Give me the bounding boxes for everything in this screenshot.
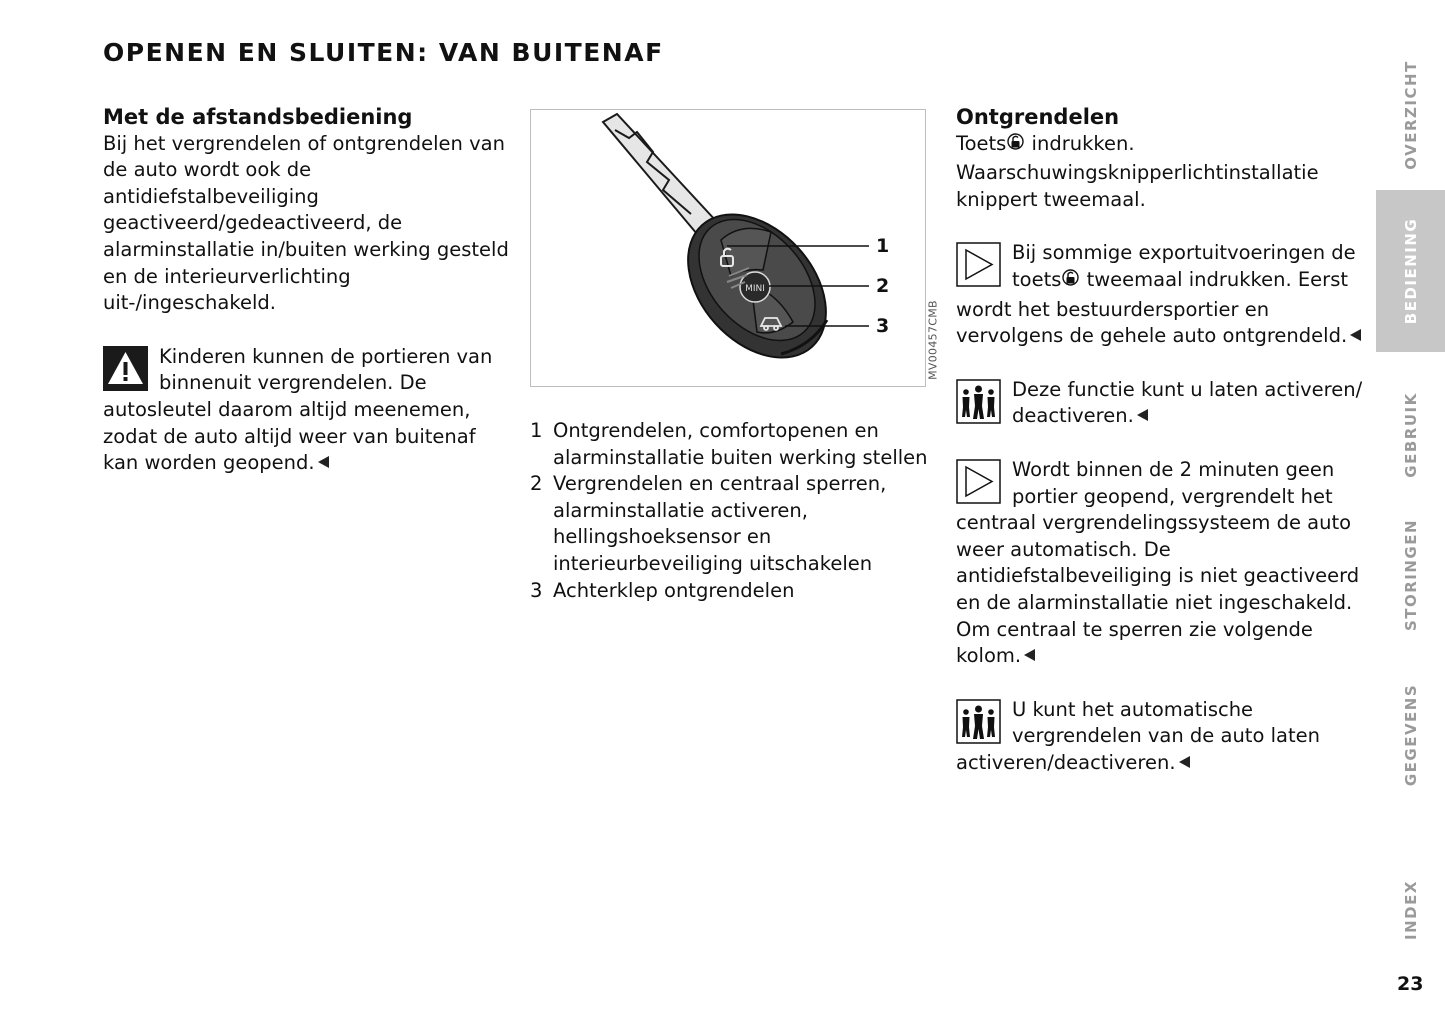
legend-num: 2 bbox=[530, 472, 543, 496]
left-column bbox=[103, 104, 515, 477]
service-note bbox=[956, 377, 1366, 430]
legend-num: 1 bbox=[530, 419, 543, 442]
end-mark-icon bbox=[1137, 409, 1148, 421]
legend-item bbox=[530, 418, 942, 471]
page-number: 23 bbox=[1397, 973, 1424, 995]
export-note bbox=[956, 240, 1366, 349]
figure-code-text: MV00457CMB bbox=[926, 300, 940, 380]
tab-gegevens[interactable] bbox=[1376, 670, 1445, 800]
export-note-text-after: tweemaal indrukken. Eerst wordt het bestuurdersportier en vervolgens de gehele auto ontgrendeld. bbox=[956, 267, 1349, 348]
legend-text: Vergrendelen en centraal sperren, alarminstallatie activeren, hellingshoeksensor en interieurbeveiliging uitschakelen bbox=[553, 472, 887, 575]
section-heading-unlock: Ontgrendelen bbox=[956, 105, 1120, 129]
tab-bediening[interactable] bbox=[1376, 190, 1445, 352]
legend-text: Achterklep ontgrendelen bbox=[553, 578, 795, 602]
service-note-text: Deze functie kunt u laten activeren/ deactiveren. bbox=[1012, 377, 1363, 428]
intro-text-after: indrukken. bbox=[1025, 131, 1135, 155]
unlock-intro-line2: Waarschuwingsknipperlichtinstallatie knippert tweemaal. bbox=[956, 161, 1319, 211]
legend-item bbox=[530, 471, 942, 577]
section-heading-remote: Met de afstandsbediening bbox=[103, 105, 413, 129]
unlock-intro bbox=[956, 131, 1366, 161]
service-people-icon bbox=[956, 699, 1001, 744]
remote-key-illustration bbox=[531, 110, 925, 386]
tab-label: INDEX bbox=[1401, 880, 1420, 940]
tab-label: OVERZICHT bbox=[1401, 60, 1420, 170]
right-column bbox=[956, 104, 1366, 776]
note-arrow-icon bbox=[956, 459, 1001, 504]
end-mark-icon bbox=[318, 456, 329, 468]
legend-num: 3 bbox=[530, 578, 543, 602]
tab-label: BEDIENING bbox=[1401, 217, 1420, 325]
legend-item bbox=[530, 578, 942, 605]
warning-icon bbox=[103, 346, 148, 391]
callout-3: 3 bbox=[876, 315, 890, 337]
warning-note-text: Kinderen kunnen de portieren van binnenuit vergrendelen. De autosleutel daarom altijd meenemen, zodat de auto altijd weer van buitenaf kan worden geopend. bbox=[103, 344, 493, 475]
callout-1: 1 bbox=[876, 235, 890, 257]
tab-gebruik[interactable] bbox=[1376, 370, 1445, 500]
intro-text-before: Toets bbox=[956, 131, 1007, 155]
export-note-text-before: Bij sommige exportuitvoeringen de toets bbox=[1012, 241, 1356, 291]
figure-legend bbox=[530, 418, 942, 604]
tab-storingen[interactable] bbox=[1376, 510, 1445, 640]
tab-index[interactable] bbox=[1376, 870, 1445, 950]
end-mark-icon bbox=[1179, 756, 1190, 768]
unlock-key-icon bbox=[1007, 133, 1024, 161]
figure-code bbox=[926, 295, 940, 385]
svg-text:MINI: MINI bbox=[745, 284, 765, 294]
remote-paragraph: Bij het vergrendelen of ontgrendelen van de auto wordt ook de antidiefstalbeveiliging geactiveerd/gedeactiveerd, de alarminstallatie in/buiten werking gesteld en de interieurverlichting uit-/ingeschakeld. bbox=[103, 131, 509, 315]
legend-text: Ontgrendelen, comfortopenen en alarminstallatie buiten werking stellen bbox=[553, 419, 928, 469]
warning-note bbox=[103, 344, 515, 477]
tab-overzicht[interactable] bbox=[1376, 40, 1445, 190]
note-arrow-icon bbox=[956, 242, 1001, 287]
auto-lock-note bbox=[956, 457, 1366, 670]
tab-label: GEGEVENS bbox=[1401, 683, 1420, 787]
tab-label: STORINGEN bbox=[1401, 518, 1420, 632]
auto-lock-service-note bbox=[956, 697, 1366, 777]
tab-label: GEBRUIK bbox=[1401, 392, 1420, 478]
page-title: OPENEN EN SLUITEN: VAN BUITENAF bbox=[103, 38, 664, 67]
chapter-sidebar bbox=[1376, 0, 1445, 1012]
auto-lock-note-text: Wordt binnen de 2 minuten geen portier geopend, vergrendelt het centraal vergrendelingssysteem de auto weer automatisch. De antidiefstalbeveiliging is niet geactiveerd en de alarminstallatie niet ingeschakeld. Om centraal te sperren zie volgende kolom. bbox=[956, 457, 1360, 668]
service-people-icon bbox=[956, 379, 1001, 424]
end-mark-icon bbox=[1350, 329, 1361, 341]
key-figure bbox=[530, 109, 926, 387]
end-mark-icon bbox=[1024, 649, 1035, 661]
callout-2: 2 bbox=[876, 275, 890, 297]
auto-lock-service-note-text: U kunt het automatische vergrendelen van de auto laten activeren/deactiveren. bbox=[956, 697, 1320, 774]
unlock-key-icon bbox=[1062, 269, 1079, 297]
